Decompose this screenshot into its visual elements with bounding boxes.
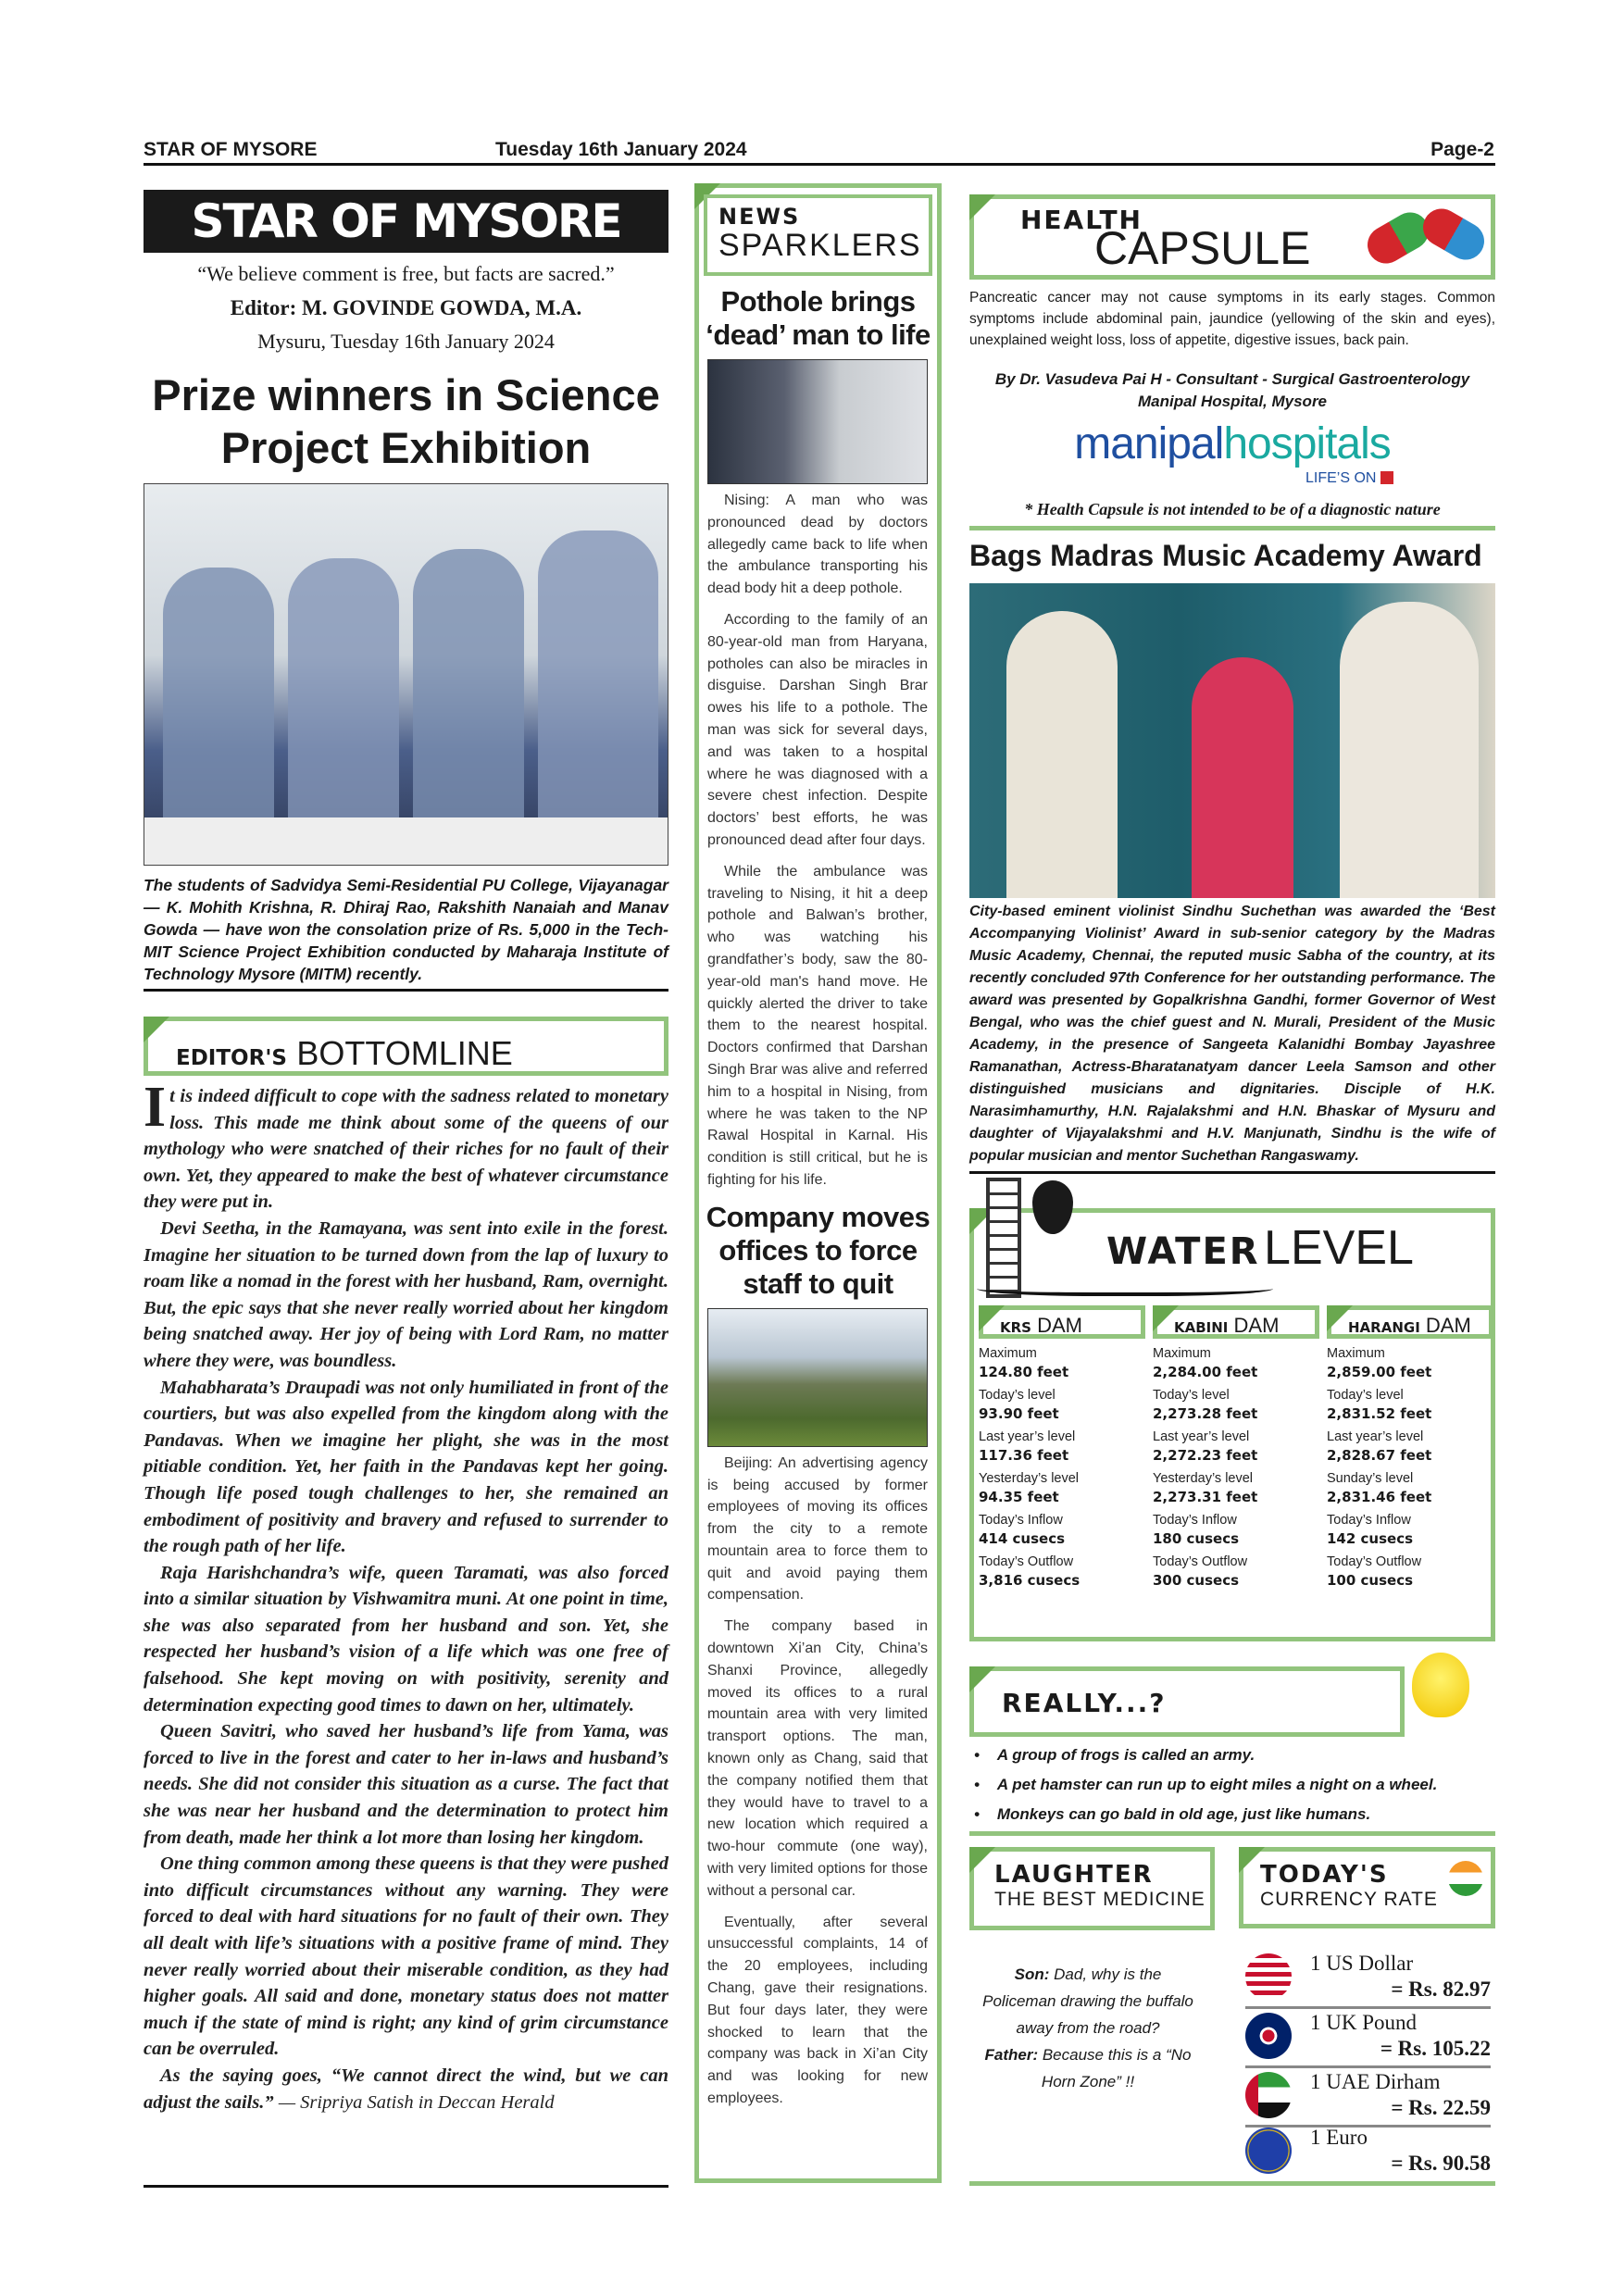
dam-stat-value: 180 cusecs xyxy=(1153,1530,1240,1547)
dam-kabini xyxy=(1153,1305,1319,1589)
currency-name: 1 US Dollar xyxy=(1310,1952,1414,1975)
health-disclaimer: * Health Capsule is not intended to be of a diagnostic nature xyxy=(1024,500,1441,518)
dam-stat-value: 2,284.00 feet xyxy=(1153,1364,1258,1380)
water-level-title xyxy=(1106,1220,1414,1276)
corner-triangle xyxy=(144,1017,169,1042)
dam-suffix: DAM xyxy=(1037,1314,1082,1337)
corner-triangle xyxy=(1327,1305,1353,1331)
dam-stat-value: 100 cusecs xyxy=(1327,1572,1414,1589)
green-divider xyxy=(969,526,1495,530)
dam-name: HARANGI xyxy=(1348,1319,1420,1336)
dam-stat-label: Today’s level xyxy=(1153,1388,1230,1403)
pothole-article xyxy=(707,490,928,1192)
paragraph: While the ambulance was traveling to Nising, it hit a deep pothole and Balwan’s brother, who was watching his grandfather’s body, saw the 80-year-old man's hand move. He quickly alerted the driver to take them to the nearest hospital. Doctors confirmed that Darshan Singh Brar was alive and referred him to a hospital in Nising, from where he was taken to the NP Rawal Hospital in Karnal. His condition is still critical, but he is fighting for his life. xyxy=(707,863,928,1188)
joke xyxy=(977,1961,1199,2095)
paragraph: According to the family of an 80-year-old man from Haryana, potholes can also be miracles in disguise. Darshan Singh Brar owes his life to a pothole. The man was sick for several days, and was taken to a hospital where he was diagnosed with a severe chest infection. Despite doctors’ best efforts, he was pronounced dead after four days. xyxy=(707,611,928,848)
science-photo xyxy=(144,483,668,866)
currency-name: 1 Euro xyxy=(1310,2126,1368,2149)
corner-triangle xyxy=(1153,1305,1179,1331)
dam-stat-value: 2,273.31 feet xyxy=(1153,1489,1258,1505)
paragraph: One thing common among these queens is that they were pushed into difficult circumstances without any warning. They were forced to deal with hard situations for no fault of their own. They all dealt with life’s situations with a positive frame of mind. They never really worried about their miserable condition, as they had higher goals. All said and done, monetary status does not matter much if the state of mind is right; any kind of grim circumstance can be overruled. xyxy=(144,1853,668,2060)
header-rule xyxy=(144,163,1495,166)
father-label: Father: xyxy=(984,2046,1039,2064)
currency-row xyxy=(1245,1952,1491,2009)
fact-item: • A pet hamster can run up to eight miles a night on a wheel. xyxy=(974,1776,1438,1793)
dam-stat-label: Today’s level xyxy=(1327,1388,1404,1403)
health-text: Pancreatic cancer may not cause symptoms in its early stages. Common symptoms include abdominal pain, jaundice (yellowing of the skin and eyes), unexplained weight loss, loss of appetite, digestive issues, back pain. xyxy=(969,290,1495,348)
page-number: Page-2 xyxy=(1430,139,1494,160)
dam-header xyxy=(1153,1305,1319,1339)
laughter-header xyxy=(969,1847,1215,1930)
eu-flag-icon xyxy=(1245,2128,1292,2174)
dam-stat-label: Last year’s level xyxy=(1327,1429,1424,1444)
drop-cap: I xyxy=(144,1076,167,1139)
dam-stat-value: 2,272.23 feet xyxy=(1153,1447,1258,1464)
dam-stat-label: Yesterday’s level xyxy=(1153,1471,1254,1486)
bottomline-label-bold: EDITOR'S xyxy=(176,1046,287,1070)
currency-row xyxy=(1245,2011,1491,2068)
corner-triangle xyxy=(969,1666,995,1692)
masthead-logo: STAR OF MYSORE xyxy=(144,190,668,253)
paragraph: Mahabharata’s Draupadi was not only humiliated in front of the courtiers, but was also expelled from the kingdom along with the Pandavas. When we imagine her plight, she was in the most pitiable condition. Yet, her faith in the Pandavas kept her going. Though life posed tough challenges to her, she remained an embodiment of positivity and bravery and refused to surrender to the rough path of her life. xyxy=(144,1377,668,1557)
health-byline xyxy=(969,368,1495,413)
india-flag-icon xyxy=(1448,1861,1483,1896)
currency-value: = Rs. 105.22 xyxy=(1380,2037,1491,2060)
paragraph: The company based in downtown Xi’an City, China’s Shanxi Province, allegedly moved its offices to a rural mountain area with very limited transport options. The man, known only as Chang, said that the company notified them that they would have to travel to a new location which required a two-hour commute (one way), with very limited options for those without a personal car. xyxy=(707,1618,928,1899)
dam-name: KABINI xyxy=(1174,1319,1229,1336)
dam-stat-label: Today’s Outflow xyxy=(979,1554,1074,1569)
son-line: Dad, why is the Policeman drawing the buffalo away from the road? xyxy=(982,1965,1193,2037)
paragraph: Eventually, after several unsuccessful complaints, 14 of the 20 employees, including Chang, gave their resignations. But four days later, they were shocked to learn that the company was back in Xi’an City and was looking for new employees. xyxy=(707,1914,928,2107)
plus-icon xyxy=(1380,471,1393,484)
father-line: Because this is a “No Horn Zone” !! xyxy=(1038,2046,1192,2090)
issue-date: Tuesday 16th January 2024 xyxy=(495,139,747,160)
health-capsule-header xyxy=(969,194,1495,280)
manipal-tagline xyxy=(1305,470,1393,487)
bottomline-credit: — Sripriya Satish in Deccan Herald xyxy=(278,2091,555,2113)
currency-label-bold: TODAY'S xyxy=(1260,1861,1389,1889)
currency-name: 1 UAE Dirham xyxy=(1310,2070,1441,2093)
currency-label: CURRENCY RATE xyxy=(1260,1889,1438,1910)
water-label-bold: WATER xyxy=(1106,1230,1260,1273)
paragraph: It is indeed difficult to cope with the sadness related to monetary loss. This made me think about some of the queens of our mythology who were snatched of their riches for no fault of their own. Yet, they appeared to make the best of whatever circumstance they were put in. xyxy=(144,1076,668,1213)
corner-triangle xyxy=(979,1305,1005,1331)
currency-value: = Rs. 90.58 xyxy=(1391,2152,1491,2175)
fact-text: A pet hamster can run up to eight miles a night on a wheel. xyxy=(996,1776,1438,1793)
green-divider xyxy=(969,1831,1495,1836)
dam-stat-value: 3,816 cusecs xyxy=(979,1572,1081,1589)
company-headline: Company moves offices to force staff to quit xyxy=(706,1200,931,1300)
dam-stat-value: 2,828.67 feet xyxy=(1327,1447,1432,1464)
dam-stat-value: 2,831.46 feet xyxy=(1327,1489,1432,1505)
dam-stat-value: 2,831.52 feet xyxy=(1327,1405,1432,1422)
dam-suffix: DAM xyxy=(1425,1314,1471,1337)
company-article xyxy=(707,1453,928,2110)
paper-name: STAR OF MYSORE xyxy=(144,139,318,160)
really-label: REALLY...? xyxy=(1002,1688,1167,1718)
really-list xyxy=(974,1741,1493,1829)
son-label: Son: xyxy=(1014,1965,1050,1983)
dam-stat-label: Maximum xyxy=(1153,1346,1211,1361)
paragraph: As the saying goes, “We cannot direct the wind, but we can adjust the sails.” xyxy=(144,2065,668,2113)
dam-stat-label: Today’s Outflow xyxy=(1327,1554,1422,1569)
green-divider xyxy=(969,2181,1495,2186)
dam-stat-value: 94.35 feet xyxy=(979,1489,1059,1505)
dam-stat-value: 2,273.28 feet xyxy=(1153,1405,1258,1422)
bottomline-label: BOTTOMLINE xyxy=(296,1034,513,1072)
bottomline-article xyxy=(144,1076,668,2115)
laughter-label: THE BEST MEDICINE xyxy=(994,1889,1206,1910)
dam-stat-label: Today’s level xyxy=(979,1388,1056,1403)
fact-text: Monkeys can go bald in old age, just like humans. xyxy=(996,1805,1371,1823)
logo-part: hospitals xyxy=(1223,419,1391,468)
award-photo xyxy=(969,583,1495,898)
currency-value: = Rs. 82.97 xyxy=(1391,1978,1491,2001)
dam-stat-label: Last year’s level xyxy=(979,1429,1076,1444)
dam-stat-value: 117.36 feet xyxy=(979,1447,1069,1464)
laughter-label-bold: LAUGHTER xyxy=(994,1861,1154,1889)
fact-item: • Monkeys can go bald in old age, just like humans. xyxy=(974,1805,1371,1823)
dam-stat-label: Today’s Inflow xyxy=(1327,1513,1411,1528)
sparklers-header xyxy=(704,194,932,276)
uae-flag-icon xyxy=(1245,2072,1292,2118)
masthead-dateline: Mysuru, Tuesday 16th January 2024 xyxy=(257,330,555,353)
paragraph: Nising: A man who was pronounced dead by doctors allegedly came back to life when the ambulance transporting his dead body hit a deep pothole. xyxy=(707,493,928,597)
dam-stat-value: 2,859.00 feet xyxy=(1327,1364,1432,1380)
us-flag-icon xyxy=(1245,1953,1292,2000)
fact-item: • A group of frogs is called an army. xyxy=(974,1746,1255,1764)
masthead-motto: “We believe comment is free, but facts are sacred.” xyxy=(197,262,615,285)
uk-flag-icon xyxy=(1245,2013,1292,2059)
health-label: CAPSULE xyxy=(1094,222,1311,274)
science-headline: Prize winners in Science Project Exhibition xyxy=(152,370,660,472)
dam-stat-label: Today’s Inflow xyxy=(979,1513,1063,1528)
dam-stat-label: Yesterday’s level xyxy=(979,1471,1080,1486)
dam-stat-label: Last year’s level xyxy=(1153,1429,1250,1444)
lightbulb-mascot-icon xyxy=(1412,1653,1469,1717)
dam-stat-value: 300 cusecs xyxy=(1153,1572,1240,1589)
byline-hospital: Manipal Hospital, Mysore xyxy=(1137,393,1328,410)
music-caption: City-based eminent violinist Sindhu Suchethan was awarded the ‘Best Accompanying Violinist’ Award in sub-senior category by the Madras Music Academy, Chennai, the reputed music Sabha of the country, at its recently concluded 97th Conference for her outstanding performance. The award was presented by Gopalkrishna Gandhi, former Governor of West Bengal, who was the chief guest and N. Murali, President of the Music Academy, in the presence of Sangeeta Kalanidhi Bombay Jayashree Ramanathan, Actress-Bharatanatyam dancer Leela Samson and other distinguished musicians and dignitaries. Disciple of H.K. Narasimhamurthy, H.N. Rajalakshmi and H.N. Bhaskar of Mysuru and daughter of Vijayalakshmi and H.V. Manjunath, Sindhu is the wife of popular musician and mentor Suchethan Rangaswamy. xyxy=(969,901,1495,1174)
dam-stat-label: Today’s Outflow xyxy=(1153,1554,1248,1569)
bottomline-header xyxy=(144,1017,668,1076)
paragraph: Queen Savitri, who saved her husband’s life from Yama, was forced to live in the forest and cater to her in-laws and husband’s needs. She did not consider this situation as a curse. The fact that she was near her husband and the determination to protect him from death, made her think a lot more than losing her kingdom. xyxy=(144,1721,668,1848)
dam-stat-value: 93.90 feet xyxy=(979,1405,1059,1422)
mountain-photo xyxy=(707,1308,928,1447)
dam-stat-label: Maximum xyxy=(1327,1346,1385,1361)
sparklers-stories xyxy=(706,285,931,2119)
dam-stat-label: Maximum xyxy=(979,1346,1037,1361)
left-bottom-rule xyxy=(144,2185,668,2188)
health-label-bold: HEALTH xyxy=(1020,205,1143,235)
corner-triangle xyxy=(969,194,995,220)
tagline-text: LIFE’S ON xyxy=(1305,470,1377,486)
music-headline: Bags Madras Music Academy Award xyxy=(969,539,1482,572)
paragraph: Devi Seetha, in the Ramayana, was sent into exile in the forest. Imagine her situation to be turned down from the lap of luxury to roam like a nomad in the forest with her husband, Ram, overnight. But, the epic says that she never really worried about her kingdom being snatched away. Her joy of being with Lord Ram, no matter where they were, was boundless. xyxy=(144,1217,668,1371)
currency-row xyxy=(1245,2126,1491,2183)
currency-header xyxy=(1239,1847,1495,1928)
dam-krs xyxy=(979,1305,1145,1589)
currency-name: 1 UK Pound xyxy=(1310,2011,1418,2034)
dam-header xyxy=(979,1305,1145,1339)
science-caption: The students of Sadvidya Semi-Residential PU College, Vijayanagar — K. Mohith Krishna, R. Dhiraj Rao, Rakshith Nanaiah and Manav Gowda — have won the consolation prize of Rs. 5,000 in the Tech-MIT Science Project Exhibition conducted by Maharaja Institute of Technology Mysore (MITM) recently. xyxy=(144,874,668,992)
dam-suffix: DAM xyxy=(1233,1314,1280,1337)
dam-header xyxy=(1327,1305,1493,1339)
pothole-headline: Pothole brings ‘dead’ man to life xyxy=(706,285,931,351)
manipal-logo xyxy=(969,418,1495,469)
dam-stat-value: 414 cusecs xyxy=(979,1530,1066,1547)
dam-name: KRS xyxy=(1000,1319,1031,1336)
dam-harangi xyxy=(1327,1305,1493,1589)
logo-part: manipal xyxy=(1074,419,1224,468)
sparklers-label-bold: NEWS xyxy=(718,204,801,230)
really-header xyxy=(969,1666,1405,1737)
wave-icon xyxy=(977,1278,1273,1296)
paragraph: Raja Harishchandra’s wife, queen Taramati, was also forced into a similar situation by Vishwamitra muni. At one point in time, she was also separated from her husband and son. Yet, she respected her husband’s vision of a life which was one free of falsehood. She kept moving on with positivity, serenity and determination expecting good times to dawn on her, ultimately. xyxy=(144,1562,668,1716)
sparklers-label: SPARKLERS xyxy=(718,228,922,263)
pothole-photo xyxy=(707,359,928,484)
fact-text: A group of frogs is called an army. xyxy=(996,1746,1255,1764)
masthead-editor: Editor: M. GOVINDE GOWDA, M.A. xyxy=(230,296,582,319)
corner-triangle xyxy=(1239,1847,1265,1873)
dam-stat-value: 142 cusecs xyxy=(1327,1530,1414,1547)
currency-row xyxy=(1245,2070,1491,2128)
corner-triangle xyxy=(969,1847,995,1873)
dam-stat-value: 124.80 feet xyxy=(979,1364,1069,1380)
byline-doctor: By Dr. Vasudeva Pai H - Consultant - Surgical Gastroenterology xyxy=(994,370,1470,388)
dam-stat-label: Today’s Inflow xyxy=(1153,1513,1237,1528)
paragraph: Beijing: An advertising agency is being accused by former employees of moving its offices from the city to a remote mountain area to force them to quit and avoid paying them compensation. xyxy=(707,1454,928,1603)
dam-stat-label: Sunday’s level xyxy=(1327,1471,1414,1486)
currency-value: = Rs. 22.59 xyxy=(1391,2096,1491,2119)
water-label: LEVEL xyxy=(1264,1221,1414,1275)
